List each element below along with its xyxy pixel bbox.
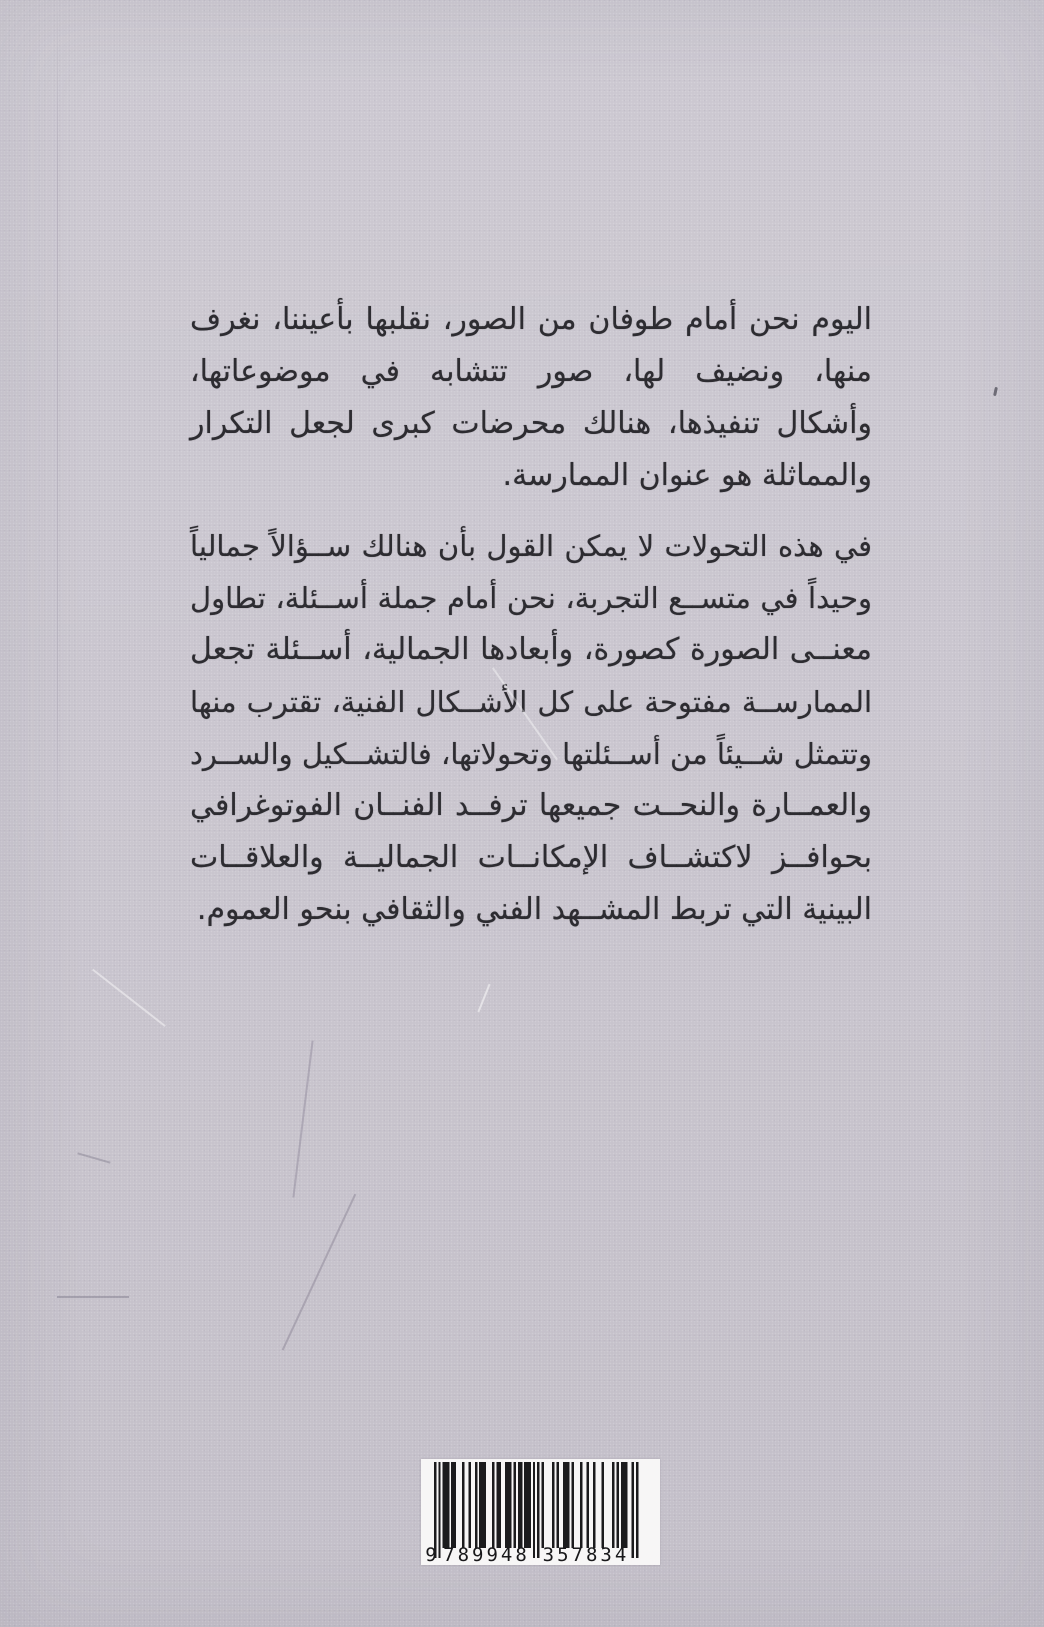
blurb-line: البينية التي تربط المشــهد الفني والثقافي بنحو العموم.: [196, 892, 872, 927]
scratch-mark: [477, 984, 490, 1012]
scratch-mark: [57, 1296, 129, 1298]
blurb-line: منها، ونضيف لها، صور تتشابه في موضوعاتها،: [190, 354, 872, 389]
blurb-line: معنــى الصورة كصورة، وأبعادها الجمالية، أســئلة تجعل: [190, 632, 872, 667]
barcode-digit-left: 9: [425, 1544, 437, 1566]
blurb-line: وتتمثل شــيئاً من أســئلتها وتحولاتها، فالتشــكيل والســرد: [189, 737, 872, 771]
blurb-line: وأشكال تنفيذها، هنالك محرضات كبرى لجعل التكرار: [190, 406, 872, 441]
barcode-digits-group2: 357834: [542, 1544, 630, 1566]
isbn-barcode: [421, 1459, 660, 1565]
scratch-mark: [92, 969, 165, 1027]
blurb-paragraph-1: [190, 294, 872, 502]
scratch-mark: [77, 1152, 110, 1163]
ink-speck: [993, 387, 998, 396]
barcode-digits-group1: 789948: [443, 1544, 530, 1566]
blurb-line: بحوافــز لاكتشــاف الإمكانــات الجماليــة والعلاقــات: [190, 840, 872, 875]
crease-mark: [57, 0, 58, 880]
blurb-line: وحيداً في متســع التجربة، نحن أمام جملة أســئلة، تطاول: [190, 581, 872, 615]
blurb-line: والعمــارة والنحــت جميعها ترفــد الفنــان الفوتوغرافي: [190, 788, 872, 823]
blurb-line: في هذه التحولات لا يمكن القول بأن هنالك ســؤالاً جمالياً: [190, 529, 872, 563]
scratch-mark: [282, 1194, 356, 1351]
blurb-paragraph-2: [190, 520, 872, 936]
scratch-mark: [292, 1040, 313, 1197]
blurb-text-block: [190, 294, 872, 954]
blurb-line: الممارســة مفتوحة على كل الأشــكال الفنية، تقترب منها: [190, 685, 872, 719]
blurb-line: والمماثلة هو عنوان الممارسة.: [502, 458, 872, 493]
blurb-line: اليوم نحن أمام طوفان من الصور، نقلبها بأعيننا، نغرف: [190, 302, 872, 337]
